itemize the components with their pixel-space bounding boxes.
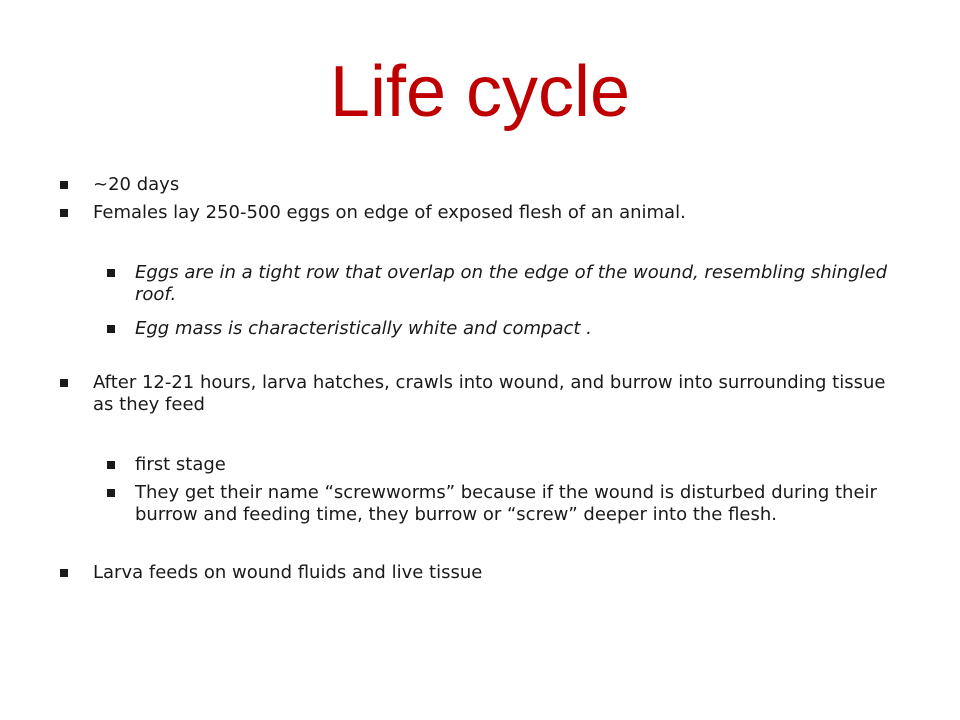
bullet-text: Larva feeds on wound fluids and live tissue [93, 562, 483, 583]
bullet-text: ~20 days [93, 174, 180, 195]
bullet-text: Eggs are in a tight row that overlap on the edge of the wound, resembling shingled roof. [135, 262, 888, 305]
bullet-item [60, 562, 900, 584]
square-bullet-icon [60, 379, 68, 387]
sub-bullet-item [107, 318, 897, 340]
bullet-item [60, 372, 900, 416]
bullet-text: After 12-21 hours, larva hatches, crawls into wound, and burrow into surrounding tissue as they feed [93, 372, 886, 415]
bullet-item [60, 174, 900, 196]
slide-title: Life cycle [329, 52, 631, 132]
bullet-text: Egg mass is characteristically white and compact . [135, 318, 592, 339]
bullet-text: first stage [135, 454, 226, 475]
sub-bullet-item [107, 454, 897, 476]
square-bullet-icon [107, 461, 115, 469]
square-bullet-icon [107, 269, 115, 277]
square-bullet-icon [107, 325, 115, 333]
sub-bullet-item [107, 262, 897, 306]
square-bullet-icon [60, 181, 68, 189]
sub-bullet-item [107, 482, 897, 526]
square-bullet-icon [107, 489, 115, 497]
bullet-text: They get their name “screwworms” because if the wound is disturbed during their burrow and feeding time, they burrow or “screw” deeper into the flesh. [135, 482, 877, 525]
bullet-item [60, 202, 900, 224]
square-bullet-icon [60, 569, 68, 577]
bullet-text: Females lay 250-500 eggs on edge of exposed flesh of an animal. [93, 202, 686, 223]
square-bullet-icon [60, 209, 68, 217]
